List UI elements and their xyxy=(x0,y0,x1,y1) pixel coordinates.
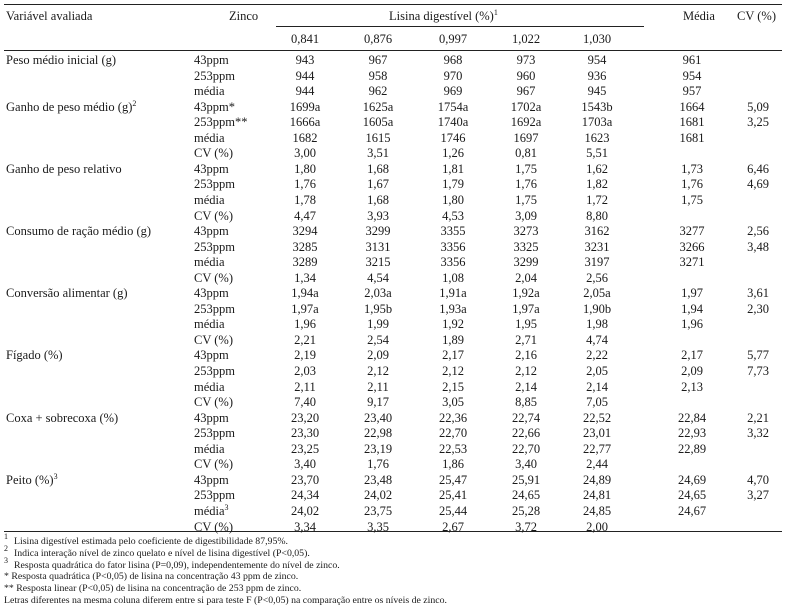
cv-cell: 5,77 xyxy=(747,348,769,363)
zinc-level: CV (%) xyxy=(194,457,234,472)
table-cell: 1,76 xyxy=(367,457,389,472)
table-cell: 25,91 xyxy=(511,472,541,487)
table-cell: 1,92 xyxy=(442,317,464,332)
mean-cell: 1,97 xyxy=(681,286,703,301)
variable-label: Coxa + sobrecoxa (%) xyxy=(6,410,119,425)
zinc-level: 253ppm xyxy=(194,239,235,254)
mean-cell: 3266 xyxy=(679,239,705,254)
table-cell: 23,70 xyxy=(290,472,320,487)
table-cell: 3231 xyxy=(584,239,610,254)
table-cell: 2,16 xyxy=(515,348,537,363)
table-cell: 22,77 xyxy=(582,441,612,456)
table-cell: 3,05 xyxy=(442,395,464,410)
table-cell: 24,81 xyxy=(582,488,612,503)
table-cell: 1,08 xyxy=(442,270,464,285)
table-cell: 2,05 xyxy=(586,364,608,378)
table-cell: 1,95b xyxy=(363,301,393,316)
table-cell: 2,19 xyxy=(294,348,316,363)
table-cell: 3273 xyxy=(513,224,539,239)
table-cell: 3,35 xyxy=(367,519,389,534)
zinc-level: 253ppm** xyxy=(194,115,248,130)
table-cell: 23,40 xyxy=(363,410,393,425)
table-cell: 1,81 xyxy=(442,161,464,176)
mean-cell: 24,69 xyxy=(677,472,707,487)
lysine-level: 0,997 xyxy=(438,32,468,46)
table-cell: 1,91a xyxy=(439,286,467,301)
variable-label: Ganho de peso relativo xyxy=(6,161,122,176)
table-cell: 1754a xyxy=(437,99,469,114)
table-cell: 1623 xyxy=(584,130,610,145)
table-cell: 1605a xyxy=(362,115,394,130)
lysine-level: 1,022 xyxy=(511,32,541,46)
table-cell: 25,41 xyxy=(438,488,468,503)
table-cell: 3,09 xyxy=(515,208,537,223)
table-top-rule xyxy=(4,4,782,5)
table-cell: 1,99 xyxy=(367,317,389,332)
table-cell: 2,04 xyxy=(515,270,537,285)
table-cell: 1,80 xyxy=(442,192,464,207)
table-cell: 1,98 xyxy=(586,317,608,332)
table-cell: 1,92a xyxy=(512,286,540,301)
zinc-level: média xyxy=(194,441,225,456)
cv-cell: 5,09 xyxy=(747,99,769,114)
mean-cell: 2,13 xyxy=(681,379,703,394)
zinc-level: 43ppm xyxy=(194,224,229,239)
table-cell: 7,40 xyxy=(294,395,316,410)
table-cell: 1746 xyxy=(440,130,466,145)
table-cell: 3,51 xyxy=(367,146,389,161)
zinc-level: média xyxy=(194,130,225,145)
zinc-level: média xyxy=(194,317,225,332)
table-cell: 2,12 xyxy=(367,364,389,378)
mean-cell: 961 xyxy=(682,53,702,67)
table-cell: 22,74 xyxy=(511,410,541,425)
table-cell: 967 xyxy=(368,53,388,67)
header-lysine: Lisina digestível (%)$^1$ xyxy=(389,8,498,23)
table-cell: 943 xyxy=(295,53,315,67)
table-cell: 1692a xyxy=(510,115,542,130)
table-cell: 25,44 xyxy=(438,503,468,518)
header-cv: CV (%) xyxy=(737,9,777,23)
table-cell: 24,02 xyxy=(363,488,393,503)
footnote: * Resposta quadrática (P<0,05) de lisina na concentração 43 ppm de zinco. xyxy=(4,571,299,583)
table-cell: 23,20 xyxy=(290,410,320,425)
mean-cell: 1,96 xyxy=(681,317,703,332)
table-cell: 1,68 xyxy=(367,161,389,176)
table-cell: 1,95 xyxy=(515,317,537,332)
lysine-level: 1,030 xyxy=(582,32,612,46)
table-cell: 1,96 xyxy=(294,317,316,332)
table-cell: 1,80 xyxy=(294,161,316,176)
header-zinc: Zinco xyxy=(229,9,259,23)
table-cell: 4,54 xyxy=(367,270,389,285)
table-cell: 4,47 xyxy=(294,208,316,223)
mean-cell: 2,17 xyxy=(681,348,703,363)
cv-cell: 3,25 xyxy=(747,115,769,130)
table-cell: 22,52 xyxy=(582,410,612,425)
table-cell: 1,94a xyxy=(291,286,319,301)
table-cell: 1,82 xyxy=(586,177,608,192)
mean-cell: 1664 xyxy=(679,99,705,114)
cv-cell: 4,69 xyxy=(747,177,769,192)
variable-label: Fígado (%) xyxy=(6,348,63,363)
table-cell: 2,17 xyxy=(442,348,464,363)
table-cell: 2,44 xyxy=(586,457,608,472)
table-cell: 2,14 xyxy=(586,379,608,394)
table-cell: 1,68 xyxy=(367,192,389,207)
cv-cell: 2,30 xyxy=(747,301,769,316)
table-cell: 1,97a xyxy=(512,301,540,316)
zinc-level: 253ppm xyxy=(194,68,235,83)
table-cell: 1,72 xyxy=(586,192,608,207)
table-cell: 3356 xyxy=(440,255,466,270)
table-cell: 1703a xyxy=(581,115,613,130)
cv-cell: 3,61 xyxy=(747,286,769,301)
variable-label: Conversão alimentar (g) xyxy=(6,286,128,301)
lysine-level: 0,841 xyxy=(290,32,320,46)
zinc-level: CV (%) xyxy=(194,519,234,534)
footnote: Letras diferentes na mesma coluna diferem entre si para teste F (P<0,05) na comparação entre os níveis de zinco. xyxy=(4,595,447,606)
table-cell: 970 xyxy=(443,68,463,83)
table-cell: 3356 xyxy=(440,239,466,254)
table-cell: 4,74 xyxy=(586,332,608,347)
zinc-level: 253ppm xyxy=(194,301,235,316)
table-cell: 23,19 xyxy=(363,441,393,456)
mean-cell: 3271 xyxy=(679,255,705,270)
zinc-level: 253ppm xyxy=(194,426,235,441)
table-cell: 22,66 xyxy=(511,426,541,441)
mean-cell: 22,84 xyxy=(677,410,707,425)
table-cell: 973 xyxy=(516,53,536,67)
mean-cell: 957 xyxy=(682,84,702,99)
table-cell: 3289 xyxy=(292,255,318,270)
table-cell: 3,40 xyxy=(294,457,316,472)
table-cell: 1682 xyxy=(292,130,318,145)
table-cell: 1625a xyxy=(362,99,394,114)
mean-cell: 1681 xyxy=(679,115,705,130)
table-cell: 2,05a xyxy=(583,286,611,301)
table-cell: 3131 xyxy=(365,239,391,254)
table-cell: 1,79 xyxy=(442,177,464,192)
table-cell: 24,02 xyxy=(290,503,320,518)
table-cell: 3285 xyxy=(292,239,318,254)
cv-cell: 6,46 xyxy=(747,161,769,176)
table-cell: 1615 xyxy=(365,130,391,145)
table-cell: 3,40 xyxy=(515,457,537,472)
table-cell: 967 xyxy=(516,84,536,99)
table-cell: 2,12 xyxy=(442,364,464,378)
table-cell: 5,51 xyxy=(586,146,608,161)
mean-cell: 1,75 xyxy=(681,192,703,207)
table-cell: 2,03a xyxy=(364,286,392,301)
table-cell: 22,36 xyxy=(438,410,468,425)
zinc-level: 43ppm xyxy=(194,286,229,301)
table-cell: 1,75 xyxy=(515,161,537,176)
zinc-level: média xyxy=(194,192,225,207)
table-cell: 960 xyxy=(516,68,536,83)
table-cell: 944 xyxy=(295,68,315,83)
cv-cell: 7,73 xyxy=(747,364,769,378)
table-cell: 2,03 xyxy=(294,364,316,378)
table-cell: 7,05 xyxy=(586,395,608,410)
table-cell: 2,11 xyxy=(294,379,316,394)
table-cell: 1543b xyxy=(581,99,613,114)
table-cell: 954 xyxy=(587,53,607,67)
table-cell: 3162 xyxy=(584,224,610,239)
table-cell: 2,09 xyxy=(367,348,389,363)
zinc-level: CV (%) xyxy=(194,270,234,285)
table-cell: 4,53 xyxy=(442,208,464,223)
table-cell: 25,47 xyxy=(438,472,468,487)
table-cell: 0,81 xyxy=(515,146,537,161)
table-cell: 3215 xyxy=(365,255,391,270)
table-cell: 944 xyxy=(295,84,315,99)
table-cell: 936 xyxy=(587,68,607,83)
variable-label: Peso médio inicial (g) xyxy=(6,53,117,67)
table-cell: 1,75 xyxy=(515,192,537,207)
footnote: $^2$ Indica interação nível de zinco quelato e nível de lisina digestível (P<0,05). xyxy=(4,543,310,559)
cv-cell: 2,56 xyxy=(747,224,769,239)
table-cell: 1,86 xyxy=(442,457,464,472)
zinc-level: CV (%) xyxy=(194,332,234,347)
zinc-level: 43ppm xyxy=(194,53,229,67)
table-cell: 2,11 xyxy=(367,379,389,394)
table-cell: 1666a xyxy=(289,115,321,130)
table-cell: 2,14 xyxy=(515,379,537,394)
table-cell: 962 xyxy=(368,84,388,99)
table-cell: 22,70 xyxy=(438,426,468,441)
table-cell: 24,85 xyxy=(582,503,612,518)
mean-cell: 3277 xyxy=(679,224,705,239)
zinc-level: média$^3$ xyxy=(194,502,229,518)
cv-cell: 4,70 xyxy=(747,472,769,487)
table-cell: 3299 xyxy=(513,255,539,270)
table-cell: 9,17 xyxy=(367,395,389,410)
table-cell: 2,21 xyxy=(294,332,316,347)
table-cell: 23,75 xyxy=(363,503,393,518)
table-cell: 2,12 xyxy=(515,364,537,378)
mean-cell: 22,89 xyxy=(677,441,707,456)
lysine-level: 0,876 xyxy=(363,32,393,46)
header-bottom-rule xyxy=(4,50,782,51)
table-cell: 3,00 xyxy=(294,146,316,161)
zinc-level: 253ppm xyxy=(194,177,235,192)
table-cell: 1,26 xyxy=(442,146,464,161)
mean-cell: 22,93 xyxy=(677,426,707,441)
table-cell: 3294 xyxy=(292,224,318,239)
table-cell: 1740a xyxy=(437,115,469,130)
table-cell: 1,76 xyxy=(294,177,316,192)
table-cell: 1,76 xyxy=(515,177,537,192)
table-cell: 3355 xyxy=(440,224,466,239)
table-cell: 25,28 xyxy=(511,503,541,518)
table-bottom-rule xyxy=(4,531,782,532)
table-cell: 2,54 xyxy=(367,332,389,347)
table-cell: 2,00 xyxy=(586,519,608,534)
footnote: $^3$ Resposta quadrática do fator lisina (P=0,09), independentemente do nível de zinco. xyxy=(4,555,340,571)
mean-cell: 2,09 xyxy=(681,364,703,378)
table-cell: 22,70 xyxy=(511,441,541,456)
mean-cell: 1681 xyxy=(679,130,705,145)
table-cell: 1697 xyxy=(513,130,539,145)
lysine-span-rule xyxy=(276,26,644,27)
table-cell: 1,34 xyxy=(294,270,316,285)
table-cell: 23,25 xyxy=(290,441,320,456)
mean-cell: 954 xyxy=(682,68,702,83)
table-cell: 24,34 xyxy=(290,488,320,503)
zinc-level: CV (%) xyxy=(194,208,234,223)
table-cell: 22,53 xyxy=(438,441,468,456)
table-cell: 3299 xyxy=(365,224,391,239)
cv-cell: 3,32 xyxy=(747,426,769,441)
table-cell: 22,98 xyxy=(363,426,393,441)
table-cell: 23,30 xyxy=(290,426,320,441)
mean-cell: 24,65 xyxy=(677,488,707,503)
table-cell: 1,97a xyxy=(291,301,319,316)
footnote: ** Resposta linear (P<0,05) de lisina na concentração de 253 ppm de zinco. xyxy=(4,583,302,595)
table-cell: 1,67 xyxy=(367,177,389,192)
footnote: $^1$ Lisina digestível estimada pelo coeficiente de digestibilidade 87,95%. xyxy=(4,532,288,547)
header-mean: Média xyxy=(683,9,715,23)
table-cell: 1,93a xyxy=(439,301,467,316)
table-cell: 958 xyxy=(368,68,388,83)
zinc-level: CV (%) xyxy=(194,395,234,410)
table-cell: 2,22 xyxy=(586,348,608,363)
table-cell: 3325 xyxy=(513,239,539,254)
mean-cell: 1,73 xyxy=(681,161,703,176)
zinc-level: média xyxy=(194,255,225,270)
table-cell: 2,15 xyxy=(442,379,464,394)
header-variable: Variável avaliada xyxy=(6,9,93,23)
zinc-level: 43ppm xyxy=(194,410,229,425)
table-cell: 8,85 xyxy=(515,395,537,410)
zinc-level: 253ppm xyxy=(194,488,235,503)
mean-cell: 1,94 xyxy=(681,301,703,316)
table-cell: 968 xyxy=(443,53,463,67)
table-cell: 23,01 xyxy=(582,426,612,441)
table-cell: 2,56 xyxy=(586,270,608,285)
zinc-level: 253ppm xyxy=(194,364,235,378)
table-cell: 3197 xyxy=(584,255,610,270)
mean-cell: 1,76 xyxy=(681,177,703,192)
variable-label: Consumo de ração médio (g) xyxy=(6,224,152,239)
table-cell: 969 xyxy=(443,84,463,99)
zinc-level: 43ppm* xyxy=(194,99,235,114)
table-cell: 945 xyxy=(587,84,607,99)
zinc-level: média xyxy=(194,379,225,394)
table-cell: 1,78 xyxy=(294,192,316,207)
table-cell: 24,89 xyxy=(582,472,612,487)
table-cell: 1,89 xyxy=(442,332,464,347)
zinc-level: 43ppm xyxy=(194,161,229,176)
cv-cell: 2,21 xyxy=(747,410,769,425)
table-cell: 3,72 xyxy=(515,519,537,534)
table-cell: 3,93 xyxy=(367,208,389,223)
table-cell: 24,65 xyxy=(511,488,541,503)
table-cell: 1702a xyxy=(510,99,542,114)
table-cell: 23,48 xyxy=(363,472,393,487)
table-cell: 2,67 xyxy=(442,519,464,534)
cv-cell: 3,48 xyxy=(747,239,769,254)
mean-cell: 24,67 xyxy=(677,503,707,518)
variable-label: Ganho de peso médio $(g)^2$ xyxy=(6,98,137,114)
zinc-level: 43ppm xyxy=(194,472,229,487)
table-cell: 1,90b xyxy=(582,301,612,316)
cv-cell: 3,27 xyxy=(747,488,769,503)
table-cell: 8,80 xyxy=(586,208,608,223)
table-cell: 2,71 xyxy=(515,332,537,347)
zinc-level: 43ppm xyxy=(194,348,229,363)
table-cell: 1,62 xyxy=(586,161,608,176)
table-cell: 3,34 xyxy=(294,519,316,534)
zinc-level: média xyxy=(194,84,225,99)
zinc-level: CV (%) xyxy=(194,146,234,161)
table-cell: 1699a xyxy=(289,99,321,114)
variable-label: Peito (%)$^3$ xyxy=(6,471,58,487)
